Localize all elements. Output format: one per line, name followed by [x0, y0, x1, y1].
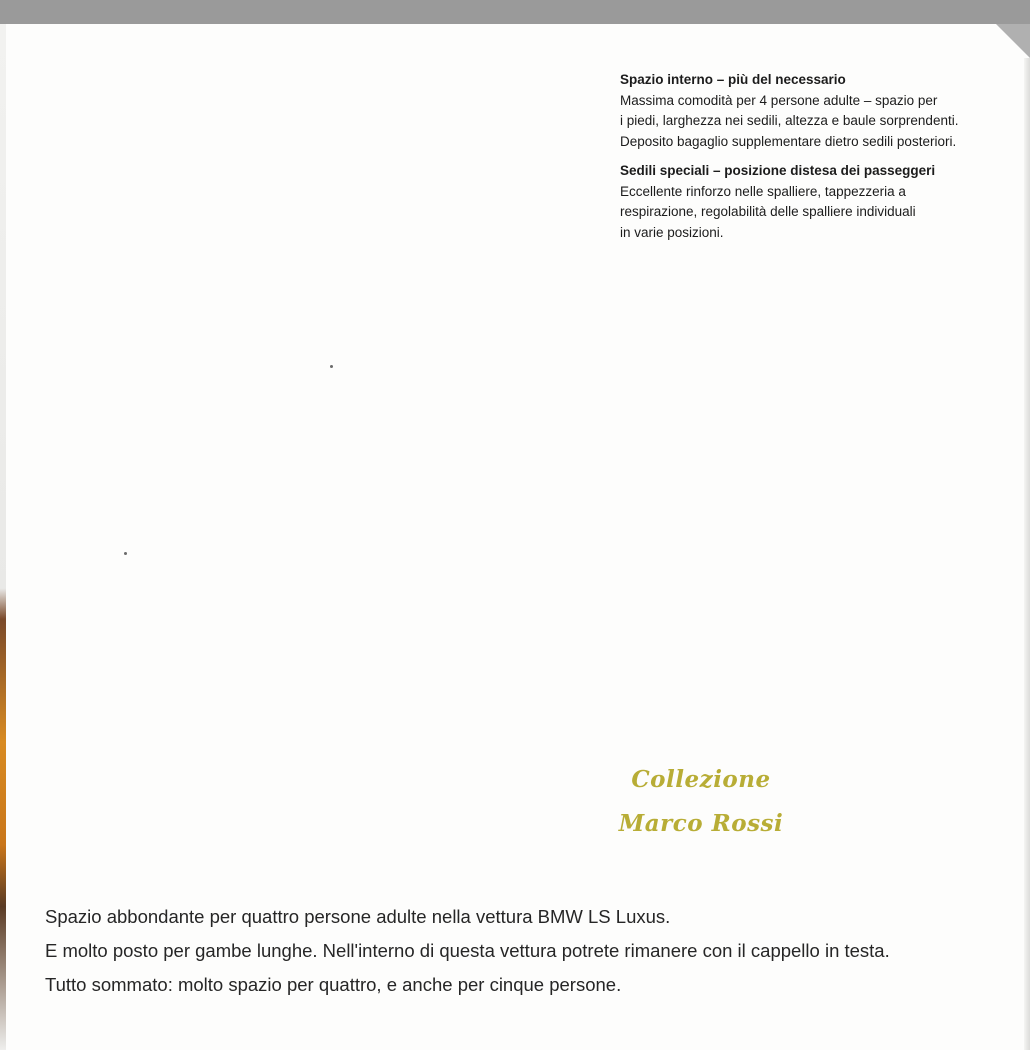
paper-speck — [330, 365, 333, 368]
folded-corner — [996, 24, 1030, 58]
caption-line: Tutto sommato: molto spazio per quattro, e anche per cinque persone. — [45, 974, 622, 995]
caption-line: E molto posto per gambe lunghe. Nell'interno di questa vettura potrete rimanere con il cappello in testa. — [45, 940, 890, 961]
feature-text-line: Eccellente rinforzo nelle spalliere, tappezzeria a — [620, 183, 906, 199]
collection-watermark — [606, 758, 796, 846]
feature-heading: Sedili speciali – posizione distesa dei passeggeri — [620, 163, 936, 178]
feature-text-line: i piedi, larghezza nei sedili, altezza e baule sorprendenti. — [620, 113, 959, 128]
feature-text-line: Deposito bagaglio supplementare dietro sedili posteriori. — [620, 133, 957, 149]
photo-caption — [45, 900, 1030, 1002]
feature-description — [620, 70, 1030, 243]
feature-text-line: in varie posizioni. — [620, 224, 724, 240]
caption-line: Spazio abbondante per quattro persone adulte nella vettura BMW LS Luxus. — [45, 906, 671, 927]
feature-text-line: respirazione, regolabilità delle spalliere individuali — [620, 204, 916, 219]
paper-speck — [124, 552, 127, 555]
feature-block-interior-space — [620, 70, 1030, 152]
watermark-line: Collezione — [631, 766, 771, 793]
page-spine — [0, 24, 6, 1050]
feature-text-line: Massima comodità per 4 persone adulte – spazio per — [620, 92, 938, 108]
feature-block-special-seats — [620, 161, 1030, 243]
feature-heading: Spazio interno – più del necessario — [620, 72, 846, 87]
watermark-line: Marco Rossi — [618, 810, 784, 837]
